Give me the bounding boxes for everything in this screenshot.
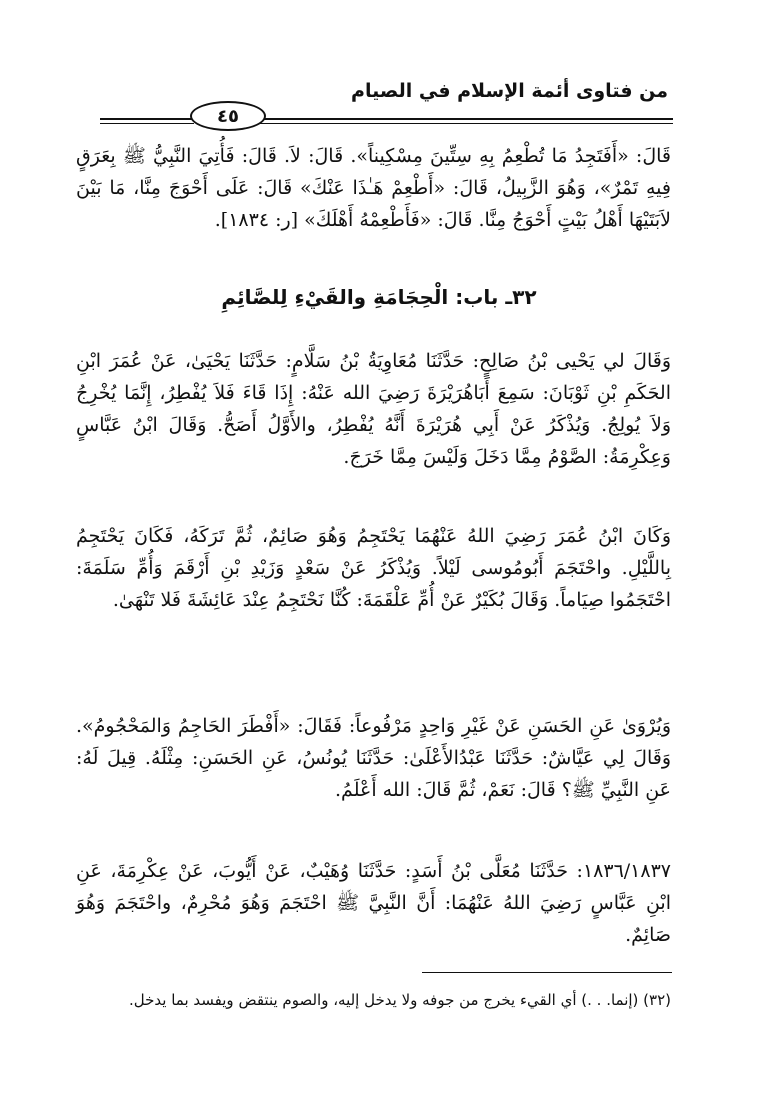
chapter-heading: ٣٢ـ باب: الْحِجَامَةِ والقَيْءِ لِلصَّائِمِ <box>221 285 537 309</box>
page-number: ٤٥ <box>190 101 266 131</box>
header-rule-right <box>255 118 673 120</box>
header-rule-right-thin <box>255 123 673 124</box>
paragraph-hasan-narration: وَيُرْوَىٰ عَنِ الحَسَنِ عَنْ غَيْرِ وَاحِدٍ مَرْفُوعاً: فَقَالَ: «أَفْطَرَ الحَاجِمُ وَالمَحْجُومُ». وَقَالَ لِي عَيَّاشٌ: حَدَّثَنَا عَبْدُالأَعْلَىٰ: حَدَّثَنَا يُونُسُ، عَنِ الحَسَنِ: مِثْلَهُ. قِيلَ لَهُ: عَنِ النَّبِيِّ ﷺ؟ قَالَ: نَعَمْ، ثُمَّ قَالَ: الله أَعْلَمُ. <box>76 715 671 801</box>
footnote-separator <box>422 972 672 973</box>
paragraph-hadith-1836-1837: ١٨٣٦/١٨٣٧: حَدَّثَنَا مُعَلَّى بْنُ أَسَدٍ: حَدَّثَنَا وُهَيْبٌ، عَنْ أَيُّوبَ، عَنْ عِكْرِمَةَ، عَنِ ابْنِ عَبَّاسٍ رَضِيَ اللهُ عَنْهُمَا: أَنَّ النَّبِيَّ ﷺ احْتَجَمَ وَهُوَ مُحْرِمٌ، واحْتَجَمَ وَهُوَ صَائِمٌ. <box>76 860 671 946</box>
paragraph-hadith-continuation: قَالَ: «أَفَتَجِدُ مَا تُطْعِمُ بِهِ سِتِّينَ مِسْكِيناً». قَالَ: لاَ. قَالَ: فَأُتِيَ النَّبِيُّ ﷺ بِعَرَقٍ فِيهِ تَمْرٌ»، وَهُوَ الزَّبِيلُ، قَالَ: «أَطْعِمْ هَـٰذَا عَنْكَ» قَالَ: عَلَى أَحْوَجَ مِنَّا، مَا بَيْنَ لاَبَتَيْهَا أَهْلُ بَيْتٍ أَحْوَجُ مِنَّا. قَالَ: «فَأَطْعِمْهُ أَهْلَكَ» [ر: ١٨٣٤]. <box>76 145 671 231</box>
footnote: (٣٢) (إنما. . .) أي القيء يخرج من جوفه ولا يدخل إليه، والصوم ينتقض ويفسد بما يدخل. <box>129 991 671 1009</box>
running-header-title: من فتاوى أئمة الإسلام في الصيام <box>351 80 668 102</box>
header-rule-left-thin <box>100 123 194 124</box>
paragraph-cupping-narrations: وَكَانَ ابْنُ عُمَرَ رَضِيَ اللهُ عَنْهُمَا يَحْتَجِمُ وَهُوَ صَائِمٌ، ثُمَّ تَرَكَهُ، فَكَانَ يَحْتَجِمُ بِاللَّيْلِ. واحْتَجَمَ أَبُومُوسى لَيْلاً. وَيُذْكَرُ عَنْ سَعْدٍ وَزَيْدِ بْنِ أَرْقَمَ وَأُمِّ سَلَمَةَ: احْتَجَمُوا صِيَاماً. وَقَالَ بُكَيْرٌ عَنْ أُمِّ عَلْقَمَةَ: كُنَّا نَحْتَجِمُ عِنْدَ عَائِشَةَ فَلا تَنْهَىٰ. <box>76 525 671 611</box>
header-rule-left <box>100 118 194 120</box>
paragraph-vomit-narration: وَقَالَ لي يَحْيى بْنُ صَالِحٍ: حَدَّثَنَا مُعَاوِيَةُ بْنُ سَلَّامٍ: حَدَّثَنَا يَحْيَىٰ، عَنْ عُمَرَ ابْنِ الحَكَمِ بْنِ ثَوْبَانَ: سَمِعَ أَبَاهُرَيْرَةَ رَضِيَ الله عَنْهُ: إِذَا قَاءَ فَلاَ يُفْطِرُ، إِنَّمَا يُخْرِجُ وَلاَ يُولِجُ. وَيُذْكَرُ عَنْ أَبِي هُرَيْرَةَ أَنَّهُ يُفْطِرُ، والأَوَّلُ أَصَحُّ. وَقَالَ ابْنُ عَبَّاسٍ وَعِكْرِمَةُ: الصَّوْمُ مِمَّا دَخَلَ وَلَيْسَ مِمَّا خَرَجَ. <box>76 350 671 468</box>
